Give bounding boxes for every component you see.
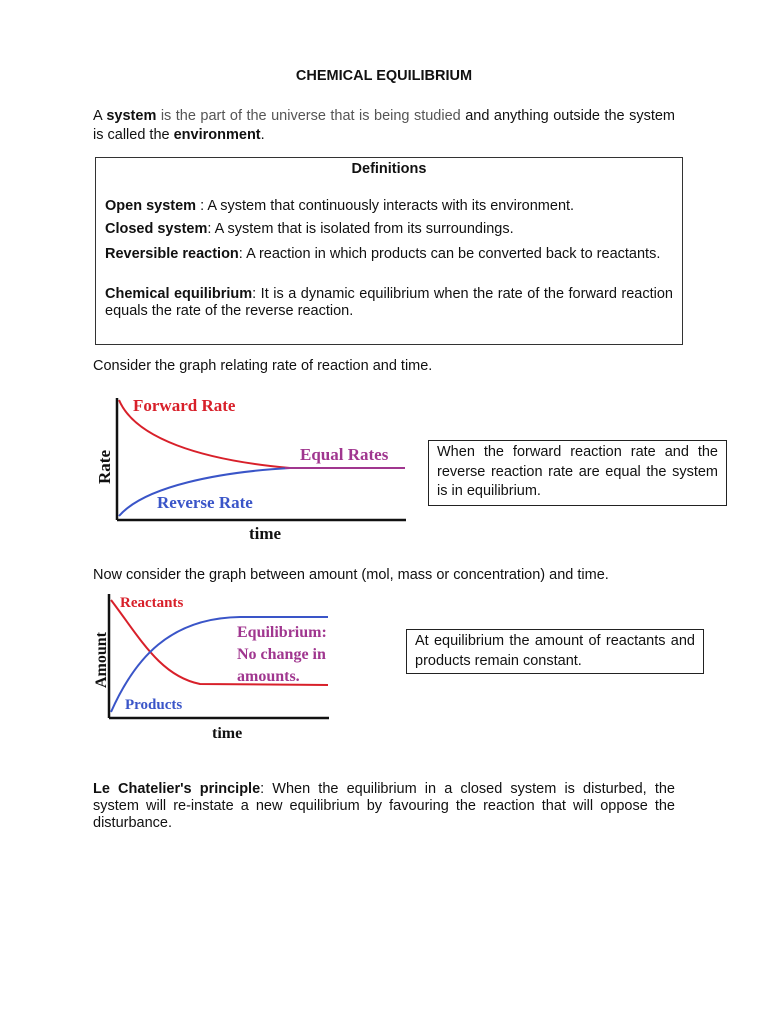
equilibrium-label-line1: Equilibrium:: [237, 624, 327, 641]
equal-rates-label: Equal Rates: [300, 445, 389, 464]
environment-term: environment: [173, 127, 261, 143]
definition-closed-system: Closed system: A system that is isolated from its surroundings.: [105, 221, 514, 237]
definitions-heading: Definitions: [351, 161, 427, 177]
reactants-label: Reactants: [120, 595, 184, 611]
graph2-y-label: Amount: [93, 631, 110, 688]
page-title: CHEMICAL EQUILIBRIUM: [295, 68, 473, 84]
equilibrium-label-line2: No change in: [237, 646, 326, 663]
le-chatelier-paragraph: Le Chatelier's principle: When the equilibrium in a closed system is disturbed, the system will re-instate a new equilibrium by favouring the reaction that will oppose the disturbance.: [93, 781, 675, 831]
graph2-note: At equilibrium the amount of reactants and products remain constant.: [406, 629, 704, 674]
graph1-note: When the forward reaction rate and the reverse reaction rate are equal the system is in equilibrium.: [428, 440, 727, 506]
equilibrium-label-line3: amounts.: [237, 668, 300, 685]
definition-chemical-equilibrium: Chemical equilibrium: It is a dynamic equilibrium when the rate of the forward reaction equals the rate of the reverse reaction.: [105, 286, 673, 319]
system-term: system: [106, 108, 157, 124]
rate-time-graph: [90, 388, 420, 548]
le-chatelier-term: Le Chatelier's principle: [93, 781, 261, 797]
forward-rate-label: Forward Rate: [133, 396, 236, 415]
definitions-box: [95, 157, 683, 345]
products-label: Products: [125, 697, 183, 713]
graph2-x-label: time: [212, 725, 243, 742]
definition-open-system: Open system : A system that continuously interacts with its environment.: [105, 198, 575, 214]
reverse-rate-label: Reverse Rate: [157, 493, 253, 512]
graph1-intro: Consider the graph relating rate of reaction and time.: [93, 358, 433, 374]
definition-reversible-reaction: Reversible reaction: A reaction in which products can be converted back to reactants.: [105, 246, 661, 262]
amount-time-graph: [90, 588, 340, 748]
graph1-y-label: Rate: [95, 450, 114, 484]
intro-paragraph: A system is the part of the universe that is being studied and anything outside the system is called the environment.: [93, 108, 675, 143]
graph1-x-label: time: [249, 524, 282, 543]
graph2-intro: Now consider the graph between amount (mol, mass or concentration) and time.: [93, 567, 609, 583]
